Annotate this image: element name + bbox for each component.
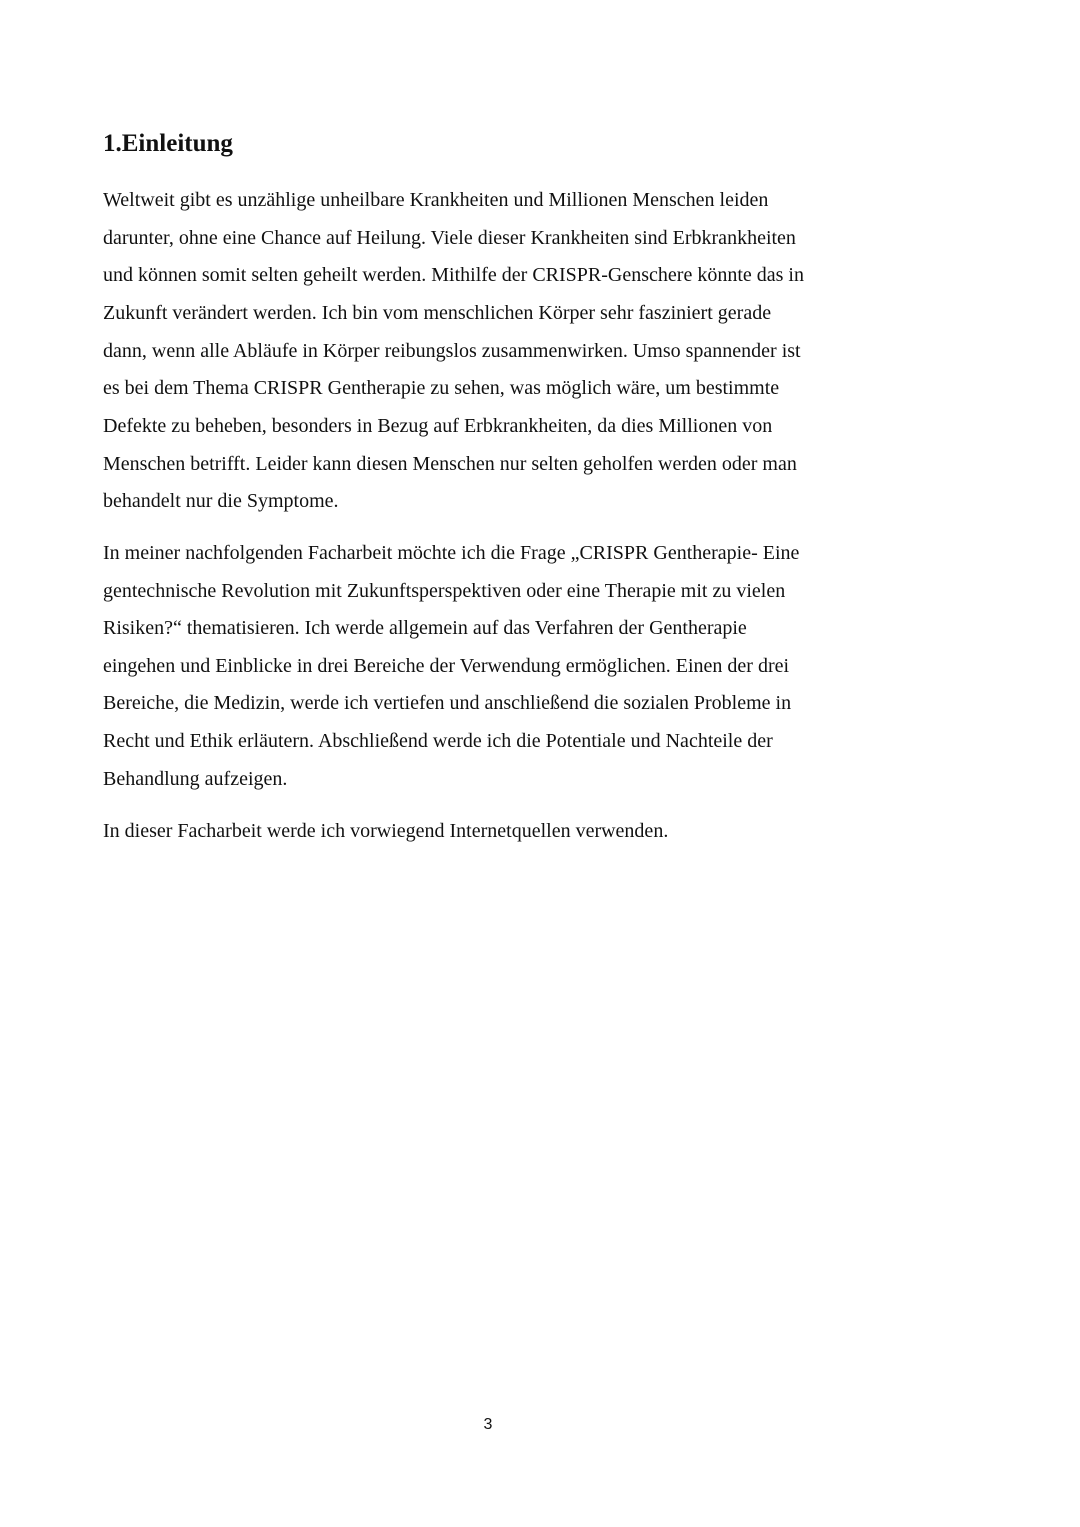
paragraph-line: es bei dem Thema CRISPR Gentherapie zu sehen, was möglich wäre, um bestimmte	[103, 377, 780, 399]
paragraph-line: Zukunft verändert werden. Ich bin vom menschlichen Körper sehr fasziniert gerade	[103, 302, 772, 324]
paragraph-line: und können somit selten geheilt werden. Mithilfe der CRISPR-Genschere könnte das in	[103, 264, 804, 286]
paragraph-line: eingehen und Einblicke in drei Bereiche der Verwendung ermöglichen. Einen der drei	[103, 655, 790, 677]
paragraph-line: Risiken?“ thematisieren. Ich werde allgemein auf das Verfahren der Gentherapie	[103, 617, 747, 639]
page-number: 3	[483, 1416, 493, 1433]
paragraph-line: behandelt nur die Symptome.	[103, 490, 339, 512]
paragraph-line: Menschen betrifft. Leider kann diesen Menschen nur selten geholfen werden oder man	[103, 453, 797, 475]
paragraph-line: In meiner nachfolgenden Facharbeit möchte ich die Frage „CRISPR Gentherapie- Eine	[103, 542, 800, 564]
paragraph-line: In dieser Facharbeit werde ich vorwiegend Internetquellen verwenden.	[103, 820, 669, 842]
paragraph-line: darunter, ohne eine Chance auf Heilung. Viele dieser Krankheiten sind Erbkrankheiten	[103, 227, 796, 249]
paragraph-line: Weltweit gibt es unzählige unheilbare Krankheiten und Millionen Menschen leiden	[103, 189, 769, 211]
paragraph-line: dann, wenn alle Abläufe in Körper reibungslos zusammenwirken. Umso spannender ist	[103, 340, 801, 362]
paragraph-line: gentechnische Revolution mit Zukunftsperspektiven oder eine Therapie mit zu vielen	[103, 580, 786, 602]
section-heading: 1.Einleitung	[103, 130, 233, 157]
paragraph-line: Recht und Ethik erläutern. Abschließend werde ich die Potentiale und Nachteile der	[103, 730, 773, 752]
paragraph-line: Defekte zu beheben, besonders in Bezug auf Erbkrankheiten, da dies Millionen von	[103, 415, 773, 437]
paragraph-line: Behandlung aufzeigen.	[103, 768, 288, 790]
paragraph-line: Bereiche, die Medizin, werde ich vertiefen und anschließend die sozialen Probleme in	[103, 692, 792, 714]
